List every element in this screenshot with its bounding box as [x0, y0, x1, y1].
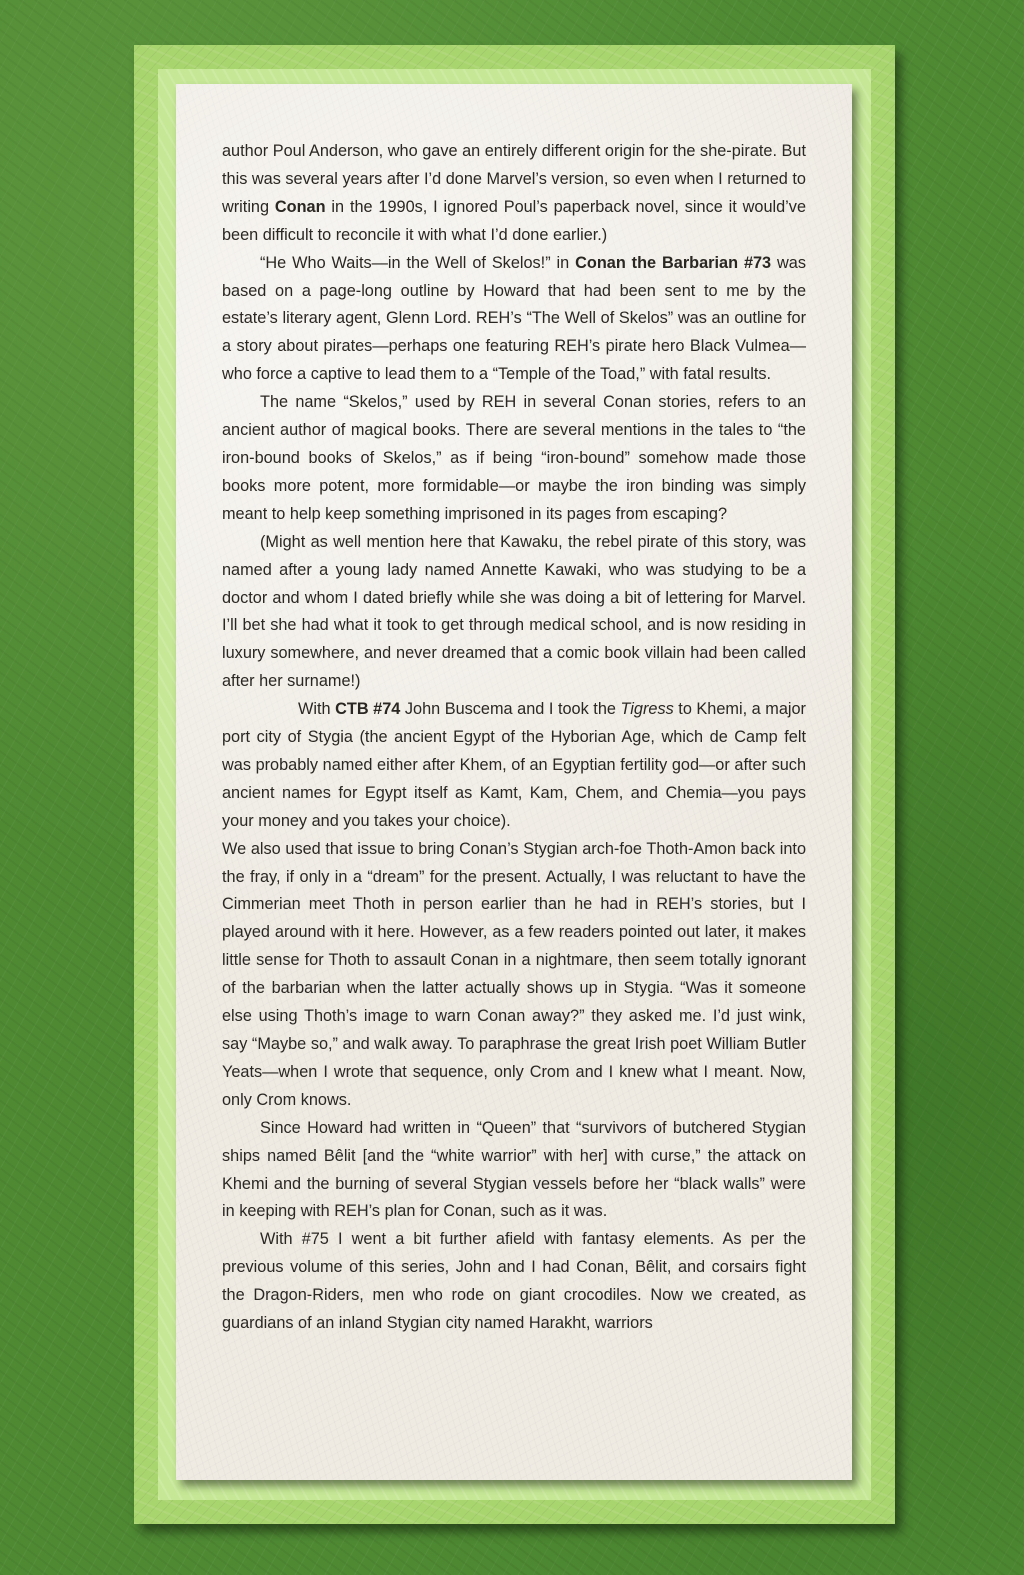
- text-run: John Buscema and I took the: [400, 700, 621, 719]
- paragraph: [222, 529, 806, 696]
- text-run: Since Howard had written in “Queen” that “survivors of butchered Stygian ships named Bêlit [and the “white warrior” with her] with curse,” the attack on Khemi and the burning of several Stygian vessels before her “black walls” were in keeping with REH’s plan for Conan, such as it was.: [222, 1118, 806, 1221]
- text-run: “He Who Waits—in the Well of Skelos!” in: [260, 253, 576, 272]
- paragraph: [222, 1226, 806, 1338]
- paragraph: [222, 389, 806, 529]
- italic-title: Tigress: [620, 700, 674, 719]
- text-run: (Might as well mention here that Kawaku, the rebel pirate of this story, was named after a young lady named Annette Kawaki, who was studying to be a doctor and whom I dated briefly while she was doing a bit of lettering for Marvel. I’ll bet she had what it took to get through medical school, and is now residing in luxury somewhere, and never dreamed that a comic book villain had been called after her surname!): [222, 532, 806, 691]
- bold-title: CTB #74: [335, 700, 401, 719]
- text-run: was based on a page-long outline by Howard that had been sent to me by the estate’s literary agent, Glenn Lord. REH’s “The Well of Skelos” was an outline for a story about pirates—perhaps one featuring REH’s pirate hero Black Vulmea—who force a captive to lead them to a “Temple of the Toad,” with fatal results.: [222, 253, 806, 384]
- text-run: With: [298, 700, 336, 719]
- article-text: [222, 138, 806, 1338]
- bold-title: Conan: [274, 197, 326, 216]
- text-run: The name “Skelos,” used by REH in several Conan stories, refers to an ancient author of magical books. There are several mentions in the tales to “the iron-bound books of Skelos,” as if being “iron-bound” somehow made those books more potent, more formidable—or maybe the iron binding was simply meant to help keep something imprisoned in its pages from escaping?: [222, 393, 806, 523]
- text-run: in the 1990s, I ignored Poul’s paperback novel, since it would’ve been difficult to reconcile it with what I’d done earlier.): [222, 197, 806, 244]
- bold-title: Conan the Barbarian #73: [575, 253, 772, 272]
- text-run: to Khemi, a major port city of Stygia (the ancient Egypt of the Hyborian Age, which de Camp felt was probably named either after Khem, of an Egyptian fertility god—or after such ancient names for Egypt itself as Kamt, Kam, Chem, and Chemia—you pays your money and you takes your choice).: [222, 700, 806, 830]
- paragraph: [222, 696, 806, 836]
- text-run: We also used that issue to bring Conan’s Stygian arch-foe Thoth-Amon back into the fray, if only in a “dream” for the present. Actually, I was reluctant to have the Cimmerian meet Thoth in person earlier than he had in REH’s stories, but I played around with it here. However, as a few readers pointed out later, it makes little sense for Thoth to assault Conan in a nightmare, then seem totally ignorant of the barbarian when the latter actually shows up in Stygia. “Was it someone else using Thoth’s image to warn Conan away?” they asked me. I’d just wink, say “Maybe so,” and walk away. To paraphrase the great Irish poet William Butler Yeats—when I wrote that sequence, only Crom and I knew what I meant. Now, only Crom knows.: [222, 839, 806, 1109]
- paragraph: [222, 250, 806, 390]
- paragraph: [222, 1115, 806, 1227]
- paragraph: [222, 138, 806, 250]
- paragraph: [222, 836, 806, 1115]
- text-run: With #75 I went a bit further afield with fantasy elements. As per the previous volume of this series, John and I had Conan, Bêlit, and corsairs fight the Dragon-Riders, men who rode on giant crocodiles. Now we created, as guardians of an inland Stygian city named Harakht, warriors: [222, 1230, 806, 1333]
- text-run: author Poul Anderson, who gave an entirely different origin for the she-pirate. But this was several years after I’d done Marvel’s version, so even when I returned to writing: [222, 142, 806, 216]
